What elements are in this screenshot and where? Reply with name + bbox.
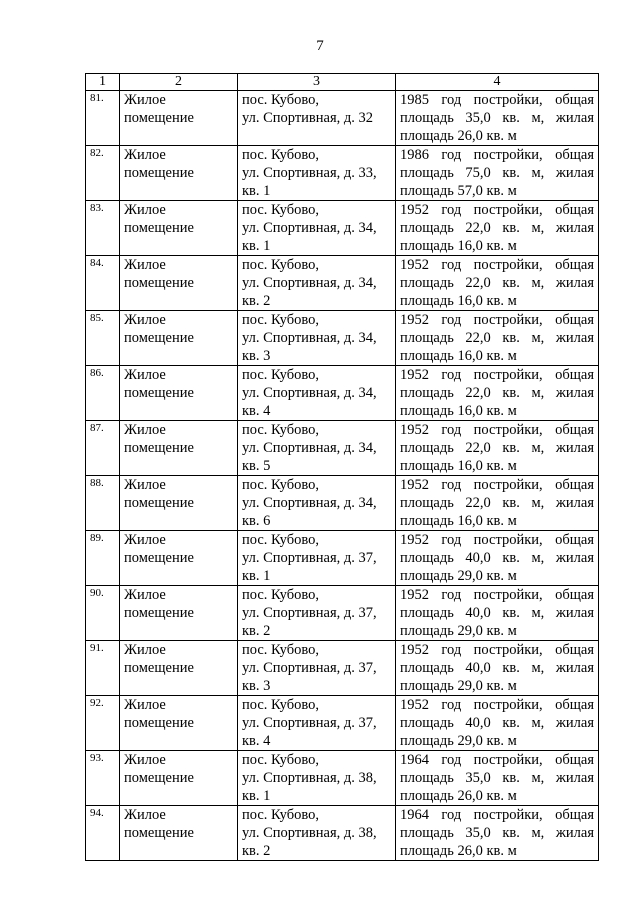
object-address xyxy=(238,366,396,421)
object-description-line: площадь 16,0 кв. м xyxy=(400,458,517,474)
row-number: 88. xyxy=(86,476,120,531)
row-number: 92. xyxy=(86,696,120,751)
object-type-line: помещение xyxy=(124,715,194,731)
object-type-line: Жилое xyxy=(124,807,166,823)
table-row xyxy=(86,421,599,476)
object-description-line: площадь 16,0 кв. м xyxy=(400,238,517,254)
object-description xyxy=(396,641,599,696)
object-description-line: площадь 29,0 кв. м xyxy=(400,623,517,639)
row-number: 90. xyxy=(86,586,120,641)
row-number: 85. xyxy=(86,311,120,366)
object-description-line: площадь 22,0 кв. м, жилая xyxy=(400,440,594,456)
object-description-line: 1952 год постройки, общая xyxy=(400,532,594,548)
object-description-line: площадь 22,0 кв. м, жилая xyxy=(400,275,594,291)
object-type xyxy=(120,146,238,201)
object-type-line: Жилое xyxy=(124,257,166,273)
object-description-line: 1952 год постройки, общая xyxy=(400,422,594,438)
object-type-line: Жилое xyxy=(124,312,166,328)
object-description-line: площадь 22,0 кв. м, жилая xyxy=(400,220,594,236)
object-description-line: 1952 год постройки, общая xyxy=(400,367,594,383)
object-description-line: площадь 29,0 кв. м xyxy=(400,733,517,749)
row-number: 87. xyxy=(86,421,120,476)
object-address-line: ул. Спортивная, д. 37, xyxy=(242,715,377,731)
object-type xyxy=(120,531,238,586)
object-address-line: ул. Спортивная, д. 38, xyxy=(242,770,377,786)
object-address xyxy=(238,696,396,751)
object-type-line: помещение xyxy=(124,220,194,236)
table-row xyxy=(86,256,599,311)
object-description xyxy=(396,421,599,476)
object-address-line: ул. Спортивная, д. 34, xyxy=(242,330,377,346)
object-type-line: Жилое xyxy=(124,587,166,603)
table-row xyxy=(86,696,599,751)
object-description xyxy=(396,366,599,421)
object-address-line: кв. 1 xyxy=(242,183,271,199)
object-address-line: кв. 3 xyxy=(242,678,271,694)
object-type xyxy=(120,476,238,531)
object-type-line: Жилое xyxy=(124,697,166,713)
object-description-line: 1985 год постройки, общая xyxy=(400,92,594,108)
object-address xyxy=(238,201,396,256)
object-type-line: помещение xyxy=(124,440,194,456)
object-address-line: ул. Спортивная, д. 37, xyxy=(242,660,377,676)
object-description xyxy=(396,146,599,201)
object-address-line: кв. 2 xyxy=(242,623,271,639)
object-type xyxy=(120,421,238,476)
object-type xyxy=(120,256,238,311)
object-type xyxy=(120,311,238,366)
object-description xyxy=(396,256,599,311)
object-address-line: кв. 4 xyxy=(242,733,271,749)
object-description-line: площадь 35,0 кв. м, жилая xyxy=(400,825,594,841)
object-address xyxy=(238,751,396,806)
object-type-line: помещение xyxy=(124,660,194,676)
object-type xyxy=(120,696,238,751)
object-address-line: пос. Кубово, xyxy=(242,752,319,768)
object-type-line: помещение xyxy=(124,495,194,511)
object-description-line: площадь 35,0 кв. м, жилая xyxy=(400,110,594,126)
object-address-line: пос. Кубово, xyxy=(242,532,319,548)
object-address-line: пос. Кубово, xyxy=(242,257,319,273)
object-address-line: кв. 6 xyxy=(242,513,271,529)
object-description xyxy=(396,806,599,861)
object-type xyxy=(120,641,238,696)
object-description-line: 1952 год постройки, общая xyxy=(400,642,594,658)
object-address-line: ул. Спортивная, д. 34, xyxy=(242,385,377,401)
row-number: 89. xyxy=(86,531,120,586)
object-address-line: кв. 2 xyxy=(242,843,271,859)
object-address-line: кв. 1 xyxy=(242,238,271,254)
object-description-line: площадь 26,0 кв. м xyxy=(400,843,517,859)
object-description-line: площадь 16,0 кв. м xyxy=(400,293,517,309)
object-description-line: площадь 26,0 кв. м xyxy=(400,128,517,144)
object-address-line: пос. Кубово, xyxy=(242,697,319,713)
table-body xyxy=(86,91,599,861)
property-table xyxy=(85,73,599,861)
object-address xyxy=(238,91,396,146)
table-row xyxy=(86,311,599,366)
table-row xyxy=(86,146,599,201)
object-address xyxy=(238,146,396,201)
object-description-line: площадь 22,0 кв. м, жилая xyxy=(400,385,594,401)
table-row xyxy=(86,586,599,641)
object-description xyxy=(396,586,599,641)
object-address xyxy=(238,311,396,366)
row-number: 86. xyxy=(86,366,120,421)
object-type xyxy=(120,201,238,256)
object-address-line: пос. Кубово, xyxy=(242,807,319,823)
object-type-line: Жилое xyxy=(124,367,166,383)
object-address-line: пос. Кубово, xyxy=(242,367,319,383)
object-type-line: помещение xyxy=(124,330,194,346)
object-address-line: пос. Кубово, xyxy=(242,642,319,658)
object-type xyxy=(120,366,238,421)
object-type-line: помещение xyxy=(124,165,194,181)
object-address-line: пос. Кубово, xyxy=(242,92,319,108)
object-description-line: площадь 75,0 кв. м, жилая xyxy=(400,165,594,181)
object-type-line: Жилое xyxy=(124,532,166,548)
object-description-line: площадь 29,0 кв. м xyxy=(400,568,517,584)
table-row xyxy=(86,91,599,146)
object-address-line: кв. 5 xyxy=(242,458,271,474)
object-description xyxy=(396,696,599,751)
object-address-line: ул. Спортивная, д. 34, xyxy=(242,495,377,511)
object-description-line: 1986 год постройки, общая xyxy=(400,147,594,163)
object-description-line: площадь 40,0 кв. м, жилая xyxy=(400,660,594,676)
object-description-line: площадь 40,0 кв. м, жилая xyxy=(400,605,594,621)
object-address-line: ул. Спортивная, д. 37, xyxy=(242,550,377,566)
object-description xyxy=(396,476,599,531)
object-type-line: помещение xyxy=(124,605,194,621)
object-address-line: кв. 3 xyxy=(242,348,271,364)
object-description-line: 1952 год постройки, общая xyxy=(400,257,594,273)
object-type xyxy=(120,586,238,641)
object-description-line: площадь 16,0 кв. м xyxy=(400,513,517,529)
table-row xyxy=(86,366,599,421)
object-address-line: пос. Кубово, xyxy=(242,147,319,163)
object-description xyxy=(396,531,599,586)
object-description-line: площадь 22,0 кв. м, жилая xyxy=(400,330,594,346)
object-description-line: площадь 29,0 кв. м xyxy=(400,678,517,694)
table-header-row xyxy=(86,74,599,91)
object-type-line: помещение xyxy=(124,550,194,566)
object-description-line: 1964 год постройки, общая xyxy=(400,807,594,823)
row-number: 82. xyxy=(86,146,120,201)
object-address xyxy=(238,531,396,586)
object-address-line: ул. Спортивная, д. 33, xyxy=(242,165,377,181)
table-row xyxy=(86,476,599,531)
object-type xyxy=(120,806,238,861)
object-address-line: кв. 4 xyxy=(242,403,271,419)
object-address xyxy=(238,421,396,476)
row-number: 83. xyxy=(86,201,120,256)
table-row xyxy=(86,531,599,586)
object-description-line: площадь 16,0 кв. м xyxy=(400,403,517,419)
object-address-line: ул. Спортивная, д. 32 xyxy=(242,110,374,126)
row-number: 91. xyxy=(86,641,120,696)
object-type xyxy=(120,91,238,146)
object-description-line: площадь 57,0 кв. м xyxy=(400,183,517,199)
object-description-line: 1952 год постройки, общая xyxy=(400,312,594,328)
object-address-line: пос. Кубово, xyxy=(242,587,319,603)
object-type-line: Жилое xyxy=(124,477,166,493)
object-address-line: кв. 1 xyxy=(242,788,271,804)
table-row xyxy=(86,806,599,861)
object-type-line: помещение xyxy=(124,110,194,126)
object-address-line: ул. Спортивная, д. 34, xyxy=(242,220,377,236)
object-type xyxy=(120,751,238,806)
object-address-line: пос. Кубово, xyxy=(242,477,319,493)
object-type-line: Жилое xyxy=(124,642,166,658)
object-description xyxy=(396,751,599,806)
object-type-line: помещение xyxy=(124,825,194,841)
object-address xyxy=(238,806,396,861)
object-description-line: 1964 год постройки, общая xyxy=(400,752,594,768)
object-address xyxy=(238,586,396,641)
object-description-line: площадь 16,0 кв. м xyxy=(400,348,517,364)
column-header: 2 xyxy=(120,74,238,91)
object-address-line: пос. Кубово, xyxy=(242,202,319,218)
object-address-line: ул. Спортивная, д. 37, xyxy=(242,605,377,621)
object-description-line: 1952 год постройки, общая xyxy=(400,697,594,713)
column-header: 3 xyxy=(238,74,396,91)
object-description-line: площадь 26,0 кв. м xyxy=(400,788,517,804)
object-description xyxy=(396,311,599,366)
object-description-line: 1952 год постройки, общая xyxy=(400,587,594,603)
page-number: 7 xyxy=(316,38,324,54)
table-row xyxy=(86,201,599,256)
object-description xyxy=(396,91,599,146)
object-address-line: ул. Спортивная, д. 34, xyxy=(242,440,377,456)
object-address-line: пос. Кубово, xyxy=(242,312,319,328)
object-address xyxy=(238,476,396,531)
object-type-line: Жилое xyxy=(124,92,166,108)
object-description-line: 1952 год постройки, общая xyxy=(400,202,594,218)
row-number: 94. xyxy=(86,806,120,861)
object-address xyxy=(238,641,396,696)
object-type-line: помещение xyxy=(124,770,194,786)
object-description-line: площадь 35,0 кв. м, жилая xyxy=(400,770,594,786)
object-address-line: кв. 1 xyxy=(242,568,271,584)
object-address-line: пос. Кубово, xyxy=(242,422,319,438)
object-type-line: Жилое xyxy=(124,202,166,218)
object-address-line: ул. Спортивная, д. 34, xyxy=(242,275,377,291)
column-header: 4 xyxy=(396,74,599,91)
row-number: 93. xyxy=(86,751,120,806)
object-type-line: Жилое xyxy=(124,422,166,438)
column-header: 1 xyxy=(86,74,120,91)
object-address-line: кв. 2 xyxy=(242,293,271,309)
object-type-line: помещение xyxy=(124,385,194,401)
object-description-line: площадь 40,0 кв. м, жилая xyxy=(400,715,594,731)
object-address xyxy=(238,256,396,311)
row-number: 81. xyxy=(86,91,120,146)
table-row xyxy=(86,641,599,696)
object-description-line: площадь 40,0 кв. м, жилая xyxy=(400,550,594,566)
object-type-line: помещение xyxy=(124,275,194,291)
object-type-line: Жилое xyxy=(124,752,166,768)
table-row xyxy=(86,751,599,806)
object-type-line: Жилое xyxy=(124,147,166,163)
object-description-line: площадь 22,0 кв. м, жилая xyxy=(400,495,594,511)
object-description-line: 1952 год постройки, общая xyxy=(400,477,594,493)
object-address-line: ул. Спортивная, д. 38, xyxy=(242,825,377,841)
row-number: 84. xyxy=(86,256,120,311)
object-description xyxy=(396,201,599,256)
